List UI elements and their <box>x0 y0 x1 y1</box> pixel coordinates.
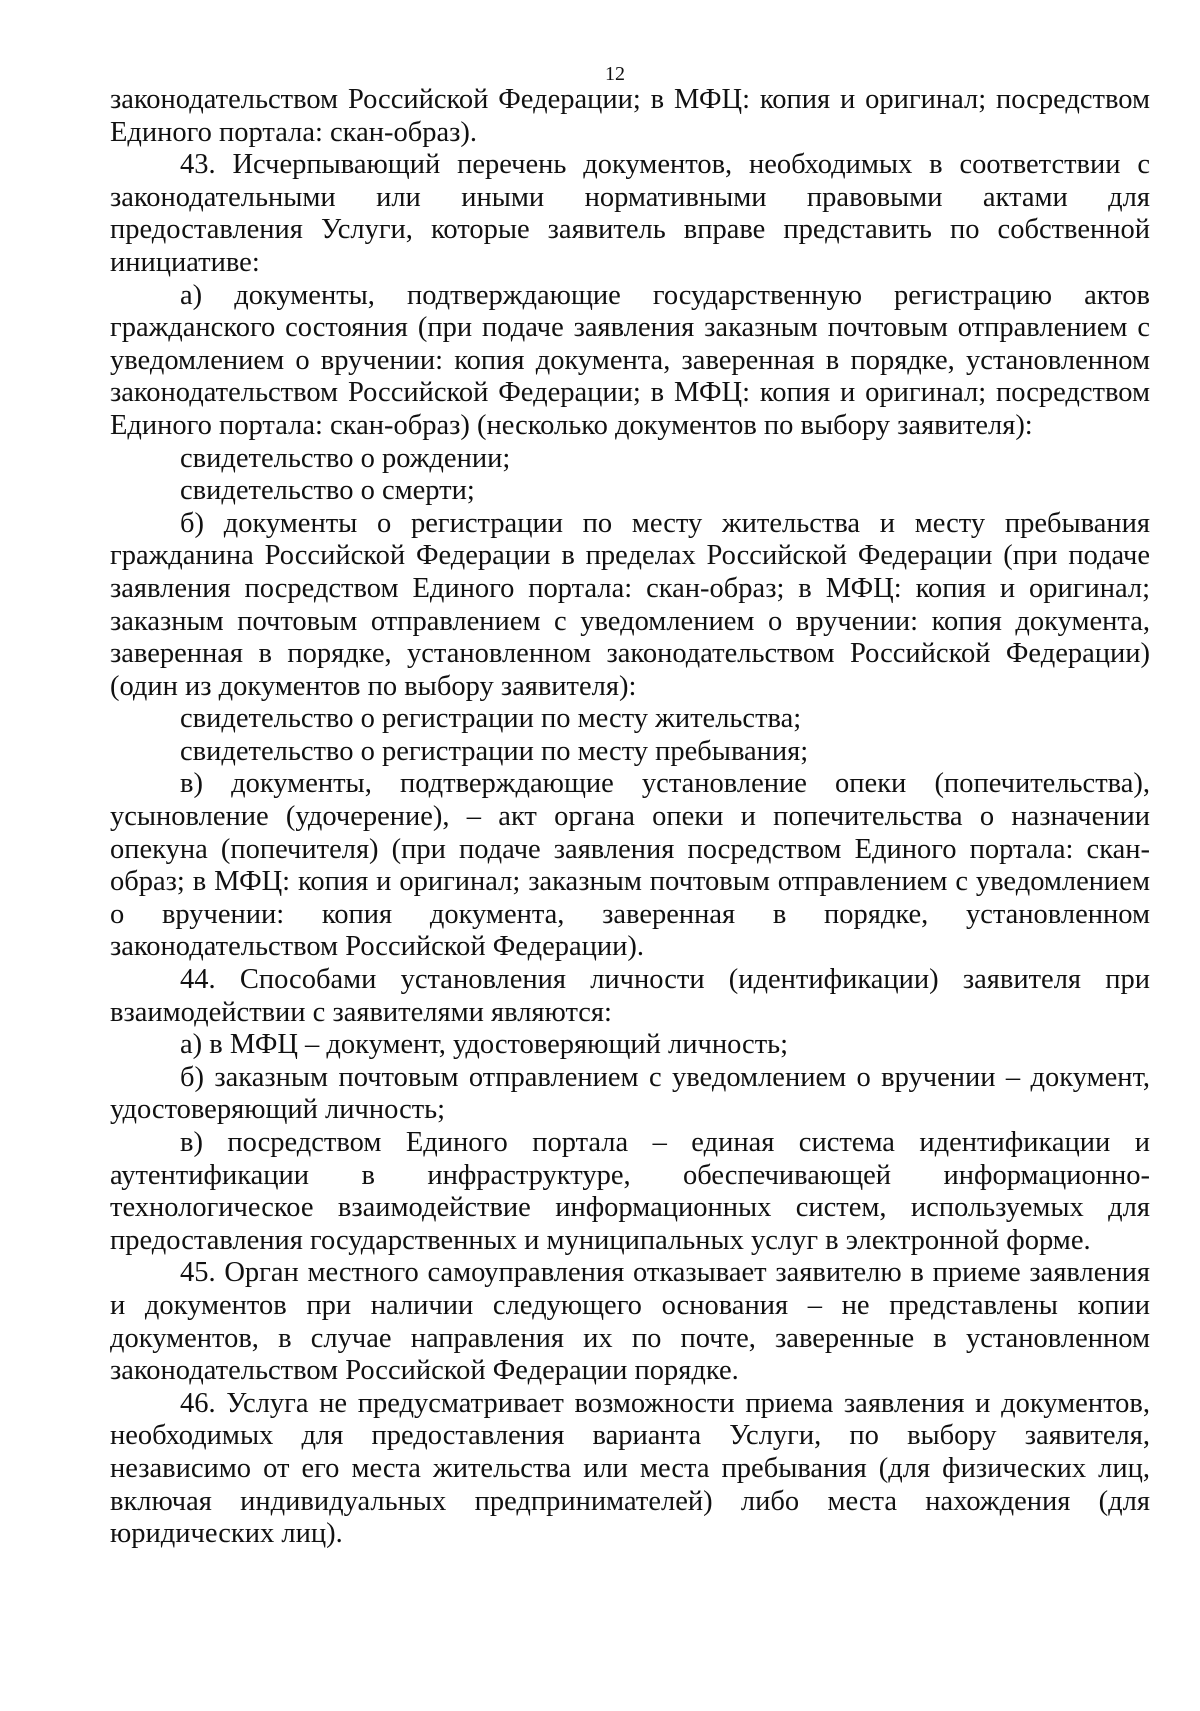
paragraph-43: 43. Исчерпывающий перечень документов, необходимых в соответствии с законодательными или иными нормативными правовыми актами для предоставления Услуги, которые заявитель вправе представить по собственной инициативе: <box>110 149 1150 278</box>
page-number: 12 <box>605 63 625 85</box>
list-item-death-certificate: свидетельство о смерти; <box>180 475 475 507</box>
paragraph-44-a: а) в МФЦ – документ, удостоверяющий личность; <box>180 1029 789 1061</box>
paragraph-43-b: б) документы о регистрации по месту жительства и месту пребывания гражданина Российской Федерации в пределах Российской Федерации (при подаче заявления посредством Единого портала: скан-образ; в МФЦ: копия и оригинал; заказным почтовым отправлением с уведомлением о вручении: копия документа, заверенная в порядке, установленном законодательством Российской Федерации) (один из документов по выбору заявителя): <box>110 507 1150 702</box>
paragraph-43-a: а) документы, подтверждающие государственную регистрацию актов гражданского состояния (при подаче заявления заказным почтовым отправлением с уведомлением о вручении: копия документа, заверенная в порядке, установленном законодательством Российской Федерации; в МФЦ: копия и оригинал; посредством Единого портала: скан-образ) (несколько документов по выбору заявителя): <box>110 279 1150 441</box>
paragraph-44-v: в) посредством Единого портала – единая система идентификации и аутентификации в инфраструктуре, обеспечивающей информационно-технологическое взаимодействие информационных систем, используемых для предоставления государственных и муниципальных услуг в электронной форме. <box>110 1127 1150 1256</box>
paragraph-continuation: законодательством Российской Федерации; в МФЦ: копия и оригинал; посредством Единого портала: скан-образ). <box>110 84 1150 148</box>
paragraph-43-v: в) документы, подтверждающие установление опеки (попечительства), усыновление (удочерение), – акт органа опеки и попечительства о назначении опекуна (попечителя) (при подаче заявления посредством Единого портала: скан-образ; в МФЦ: копия и оригинал; заказным почтовым отправлением с уведомлением о вручении: копия документа, заверенная в порядке, установленном законодательством Российской Федерации). <box>110 768 1150 963</box>
paragraph-44-b: б) заказным почтовым отправлением с уведомлением о вручении – документ, удостоверяющий личность; <box>110 1061 1150 1126</box>
paragraph-45: 45. Орган местного самоуправления отказывает заявителю в приеме заявления и документов при наличии следующего основания – не представлены копии документов, в случае направления их по почте, заверенные в установленном законодательством Российской Федерации порядке. <box>110 1257 1150 1387</box>
list-item-birth-certificate: свидетельство о рождении; <box>180 442 511 474</box>
list-item-stay-registration: свидетельство о регистрации по месту пребывания; <box>180 735 809 767</box>
paragraph-44: 44. Способами установления личности (идентификации) заявителя при взаимодействии с заявителями являются: <box>110 964 1150 1028</box>
document-body <box>110 84 1150 1551</box>
paragraph-46: 46. Услуга не предусматривает возможности приема заявления и документов, необходимых для предоставления варианта Услуги, по выбору заявителя, независимо от его места жительства или места пребывания (для физических лиц, включая индивидуальных предпринимателей) либо места нахождения (для юридических лиц). <box>110 1387 1150 1550</box>
list-item-residence-registration: свидетельство о регистрации по месту жительства; <box>180 703 802 735</box>
